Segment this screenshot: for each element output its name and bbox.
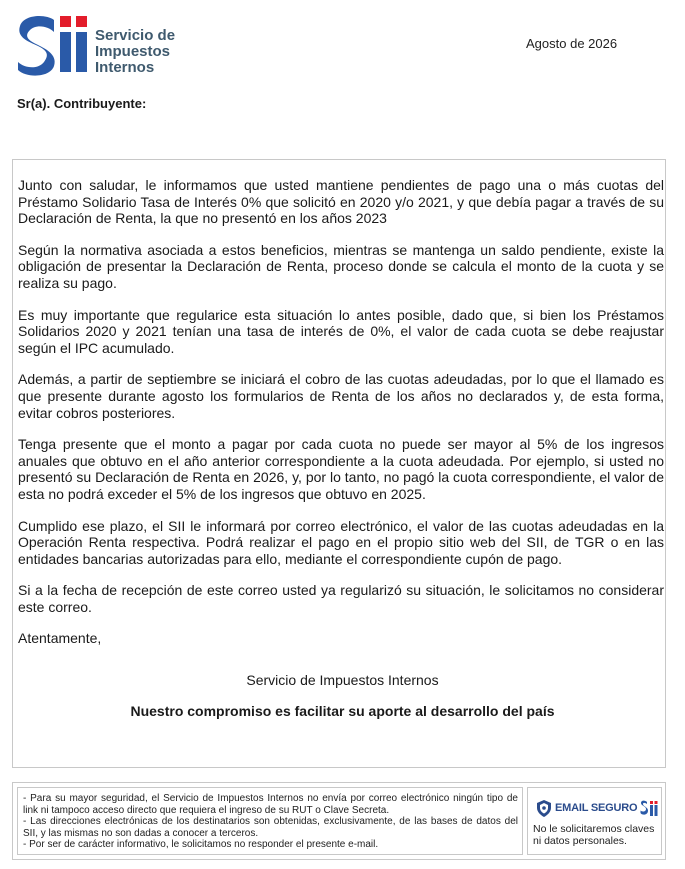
email-seguro-text: No le solicitaremos claves ni datos personales. <box>533 823 655 847</box>
security-note-3: - Por ser de carácter informativo, le solicitamos no responder el presente e-mail. <box>23 839 379 851</box>
logo-text-line1: Servicio de <box>95 27 176 44</box>
body-paragraph-6: Cumplido ese plazo, el SII le informará por correo electrónico, el valor de las cuotas adeudadas en la Operación Renta respectiva. Podrá realizar el pago en el propio sitio web del SII, de TGR o en las entidades bancarias autorizadas para ello, mediante el correspondiente cupón de pago. <box>18 517 664 567</box>
signature-org: Servicio de Impuestos Internos <box>246 672 439 688</box>
sii-mini-logo <box>640 800 658 817</box>
security-note-2: - Las direcciones electrónicas de los destinatarios son obtenidas, exclusivamente, de las bases de datos del SII, y las mismas no son dadas a conocer a terceros. <box>23 816 518 839</box>
body-paragraph-5: Tenga presente que el monto a pagar por cada cuota no puede ser mayor al 5% de los ingresos anuales que obtuvo en el año anterior correspondiente a la cuota adeudada. Por ejemplo, si usted no presentó su Declaración de Renta en 2026, y, por lo tanto, no pagó la cuota correspondiente, el valor de esta no podrá exceder el 5% de los ingresos que obtuvo en 2025. <box>18 436 664 502</box>
body-paragraph-4: Además, a partir de septiembre se iniciará el cobro de las cuotas adeudadas, por lo que el llamado es que presente durante agosto los formularios de Renta de los años no declarados y, de esta forma, evitar cobros posteriores. <box>18 371 664 421</box>
email-header <box>0 0 685 90</box>
closing-line: Atentamente, <box>18 630 102 647</box>
body-paragraph-2: Según la normativa asociada a estos beneficios, mientras se mantenga un saldo pendiente, existe la obligación de presentar la Declaración de Renta, proceso donde se calcula el monto de la cuota y se realiza su pago. <box>18 241 664 291</box>
letter-date: Agosto de 2026 <box>526 36 618 51</box>
message-body <box>18 177 664 662</box>
body-paragraph-3: Es muy importante que regularice esta situación lo antes posible, dado que, si bien los Préstamos Solidarios 2020 y 2021 tenían una tasa de interés de 0%, el valor de cada cuota se debe reajustar según el IPC acumulado. <box>18 306 664 356</box>
body-paragraph-1: Junto con saludar, le informamos que usted mantiene pendientes de pago una o más cuotas del Préstamo Solidario Tasa de Interés 0% que solicitó en 2020 y/o 2021, y que debía pagar a través de su Declaración de Renta, la que no presentó en los años 2023 <box>18 177 664 227</box>
logo-text-line2: Impuestos <box>95 43 171 60</box>
email-seguro-label: EMAIL SEGURO <box>555 802 638 814</box>
email-seguro-badge <box>537 800 662 818</box>
signature-motto: Nuestro compromiso es facilitar su aporte al desarrollo del país <box>130 703 555 719</box>
security-note-1: - Para su mayor seguridad, el Servicio de Impuestos Internos no envía por correo electrónico ningún tipo de link ni tampoco acceso directo que requiera el ingreso de su RUT o Clave Secreta. <box>23 793 518 816</box>
salutation: Sr(a). Contribuyente: <box>17 96 147 111</box>
security-notes <box>17 787 523 855</box>
logo-text-line3: Internos <box>95 59 155 76</box>
shield-icon <box>537 800 551 817</box>
body-paragraph-7: Si a la fecha de recepción de este correo usted ya regularizó su situación, le solicitamos no considerar este correo. <box>18 582 664 615</box>
logo-wordmark <box>95 28 175 76</box>
